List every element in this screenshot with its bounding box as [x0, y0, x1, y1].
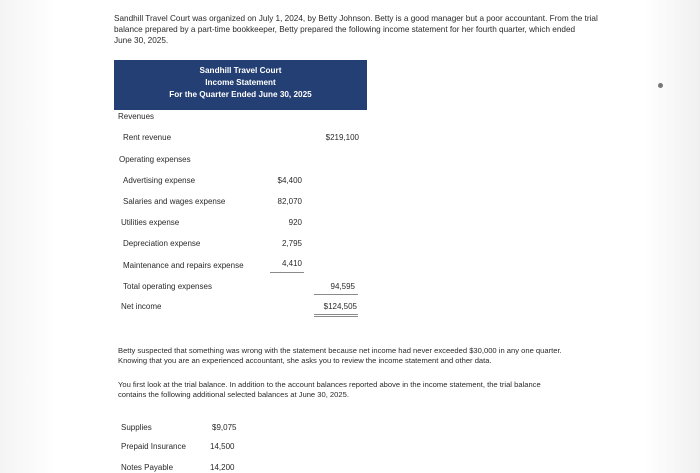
- expense-label: Salaries and wages expense: [123, 197, 226, 206]
- trial-balance-line: contains the following additional selected balances at June 30, 2025.: [118, 390, 349, 399]
- net-income-value: $124,505: [323, 302, 357, 311]
- rent-revenue-label: Rent revenue: [123, 133, 172, 142]
- total-operating-label: Total operating expenses: [123, 282, 212, 291]
- net-income-label: Net income: [121, 302, 162, 311]
- total-underline: [314, 294, 358, 295]
- expense-value: 920: [288, 218, 302, 227]
- net-income-double-underline-bottom: [314, 316, 358, 317]
- total-operating-value: 94,595: [330, 282, 355, 291]
- rent-revenue-value: $219,100: [325, 133, 359, 142]
- revenues-label: Revenues: [118, 112, 155, 121]
- balance-label: Prepaid Insurance: [121, 442, 186, 451]
- net-income-double-underline-top: [314, 314, 358, 315]
- suspicion-paragraph: [118, 346, 638, 366]
- operating-expenses-label: Operating expenses: [119, 155, 191, 164]
- trial-balance-paragraph: [118, 380, 638, 400]
- cursor-dot-icon: [658, 83, 663, 88]
- expense-label: Utilities expense: [121, 218, 180, 227]
- intro-line: June 30, 2025.: [114, 36, 169, 45]
- balance-value: 14,500: [210, 442, 235, 451]
- expense-value: $4,400: [277, 176, 302, 185]
- statement-title: Income Statement: [205, 78, 276, 87]
- expense-value: 2,795: [281, 239, 302, 248]
- expense-underline: [270, 272, 304, 273]
- balance-label: Notes Payable: [121, 463, 174, 472]
- suspicion-line: Knowing that you are an experienced accountant, she asks you to review the income statement and other data.: [118, 356, 492, 365]
- trial-balance-line: You first look at the trial balance. In addition to the account balances reported above in the income statement, the trial balance: [118, 380, 541, 389]
- company-name: Sandhill Travel Court: [199, 66, 282, 75]
- balance-value: 14,200: [210, 463, 235, 472]
- expense-label: Maintenance and repairs expense: [123, 261, 244, 270]
- expense-label: Advertising expense: [123, 176, 196, 185]
- statement-header: [114, 60, 367, 110]
- expense-value: 82,070: [277, 197, 302, 206]
- expense-value: 4,410: [281, 259, 302, 268]
- balance-label: Supplies: [121, 423, 152, 432]
- expense-label: Depreciation expense: [123, 239, 201, 248]
- balance-value: $9,075: [212, 423, 237, 432]
- statement-period: For the Quarter Ended June 30, 2025: [169, 90, 312, 99]
- intro-line: balance prepared by a part-time bookkeeper, Betty prepared the following income statement for her fourth quarter, which ended: [114, 25, 576, 34]
- suspicion-line: Betty suspected that something was wrong with the statement because net income had never exceeded $30,000 in any one quarter.: [118, 346, 562, 355]
- intro-paragraph: [114, 13, 634, 46]
- intro-line: Sandhill Travel Court was organized on July 1, 2024, by Betty Johnson. Betty is a good manager but a poor accountant. From the trial: [114, 14, 598, 23]
